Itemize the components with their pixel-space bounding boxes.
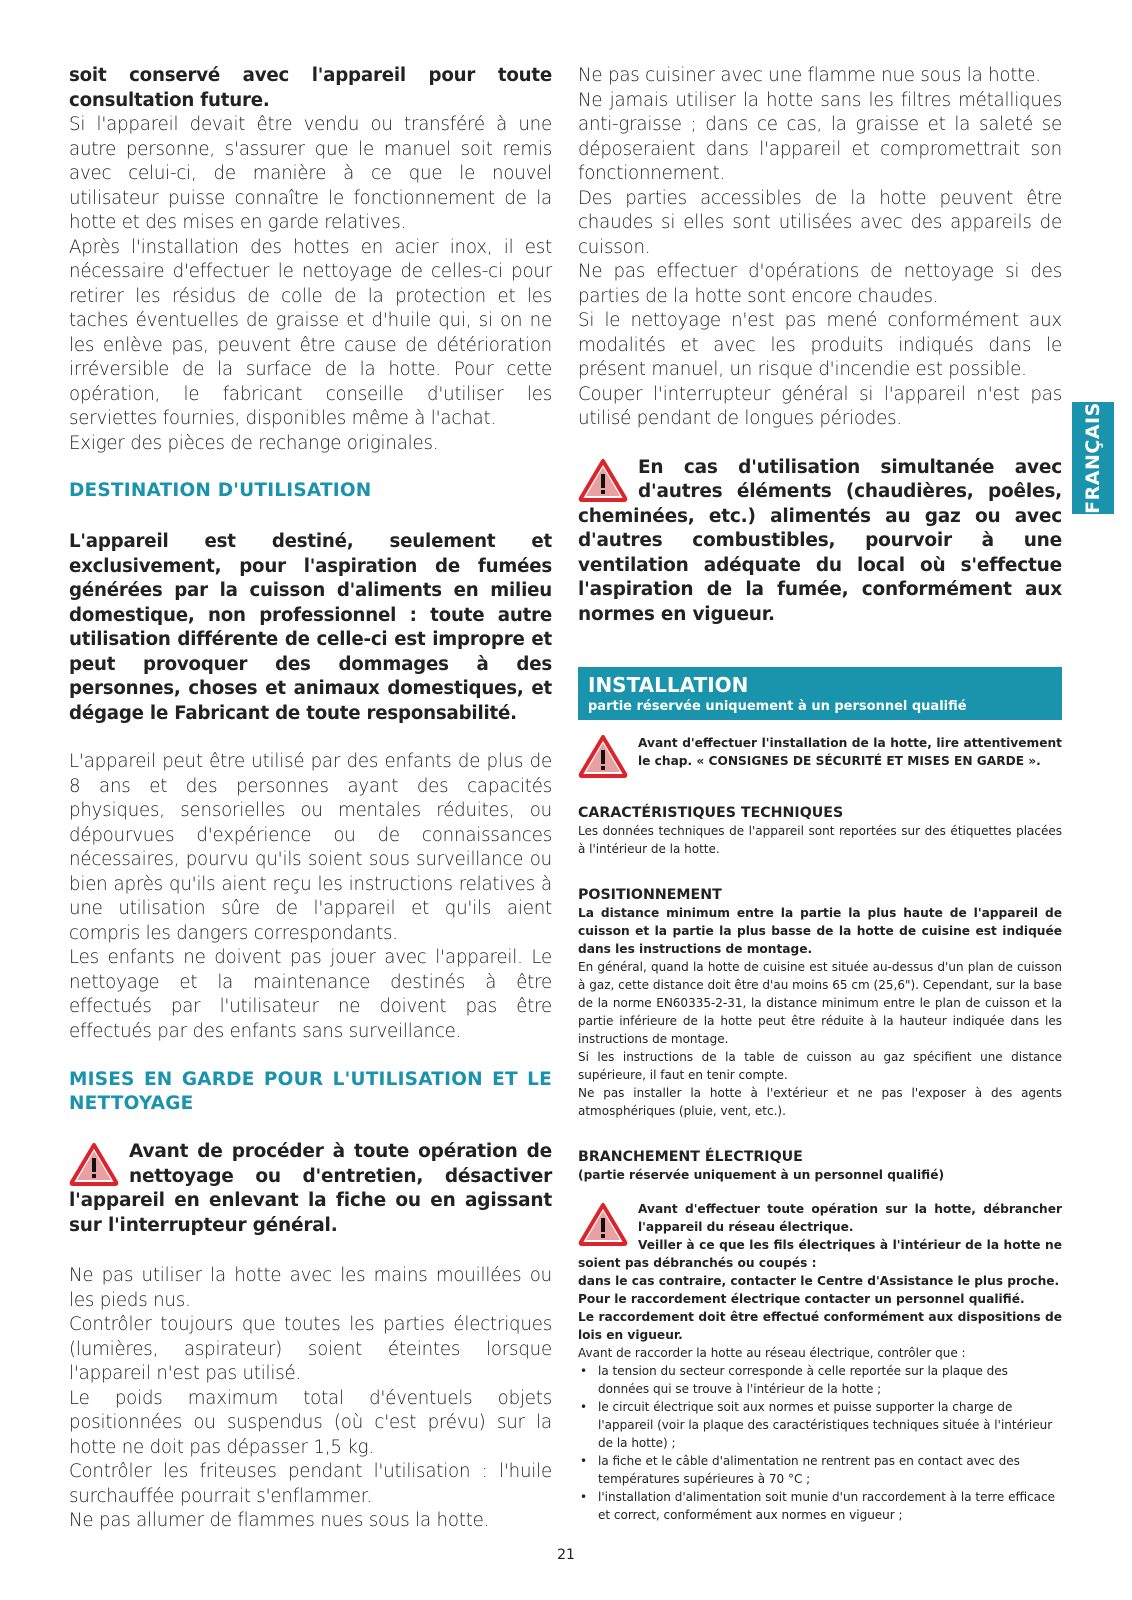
destination-heading: DESTINATION D'UTILISATION	[69, 480, 372, 501]
positionnement-paragraph-1: En général, quand la hotte de cuisine est située au-dessus d'un plan de cuisson à gaz, cette distance doit être d'au moins 65 cm (25,6"). Cependant, sur la base de la norme EN60335-2-31, la distance minimum entre le plan de cuisson et la partie inférieure de la hotte peut être réduite à la hauteur indiquée dans les instructions de montage.	[578, 960, 1062, 1046]
warning-triangle-icon	[578, 458, 628, 502]
warning-triangle-icon	[578, 1202, 628, 1246]
language-tab	[1072, 402, 1114, 514]
right-column	[578, 64, 1062, 1524]
branchement-warning	[578, 1200, 1062, 1272]
page-number: 21	[557, 1547, 575, 1563]
mises-en-garde-text	[69, 1264, 552, 1534]
positionnement-paragraph-2: Si les instructions de la table de cuisson au gaz spécifient une distance supérieure, il faut en tenir compte.	[578, 1050, 1062, 1082]
installation-warning-text: Avant d'effectuer l'installation de la hotte, lire attentivement le chap. « CONSIGNES DE SÉCURITÉ ET MISES EN GARDE ».	[638, 736, 1062, 768]
branchement-warning-2: Veiller à ce que les fils électriques à l'intérieur de la hotte ne soient pas débranchés ou coupés :	[578, 1238, 1062, 1270]
branchement-warning-5: Le raccordement doit être effectué conformément aux dispositions de lois en vigueur.	[578, 1310, 1062, 1342]
positionnement-text	[578, 958, 1062, 1120]
caracteristiques-text: Les données techniques de l'appareil sont reportées sur des étiquettes placées à l'intérieur de la hotte.	[578, 824, 1062, 856]
destination-paragraph-2: Les enfants ne doivent pas jouer avec l'appareil. Le nettoyage et la maintenance destinés à être effectués par l'utilisateur ne doivent pas être effectués par des enfants sans surveillance.	[69, 947, 552, 1042]
usage-paragraph-2: Ne jamais utiliser la hotte sans les filtres métalliques anti-graisse ; dans ce cas, la graisse et la saleté se déposeraient dans l'appareil et compromettrait son fonctionnement.	[578, 89, 1062, 184]
warning-triangle-icon	[578, 734, 628, 778]
list-item: • l'installation d'alimentation soit munie d'un raccordement à la terre efficace et correct, conformément aux normes en vigueur ;	[578, 1488, 1062, 1524]
positionnement-bold: La distance minimum entre la partie la plus haute de l'appareil de cuisson et la partie la plus basse de la hotte de cuisine est indiquée dans les instructions de montage.	[578, 906, 1062, 956]
installation-warning	[578, 732, 1062, 780]
positionnement-heading: POSITIONNEMENT	[578, 887, 722, 903]
installation-banner	[578, 667, 1062, 720]
intro-text	[69, 64, 552, 456]
mises-en-garde-heading: MISES EN GARDE POUR L'UTILISATION ET LE NETTOYAGE	[69, 1069, 552, 1114]
branchement-checklist	[578, 1362, 1062, 1524]
destination-paragraph-1: L'appareil peut être utilisé par des enfants de plus de 8 ans et des personnes ayant des capacités physiques, sensorielles ou mentales réduites, ou dépourvues d'expérience ou de connaissances nécessaires, pourvu qu'ils soient sous surveillance ou bien après qu'ils aient reçu les instructions relatives à une utilisation sûre de l'appareil et qu'ils aient compris les dangers correspondants.	[69, 751, 552, 944]
intro-paragraph-2: Après l'installation des hottes en acier inox, il est nécessaire d'effectuer le nettoyage de celles-ci pour retirer les résidus de colle de la protection et les taches éventuelles de graisse et d'huile qui, si on ne les enlève pas, peuvent être cause de détérioration irréversible de la surface de la hotte. Pour cette opération, le fabricant conseille d'utiliser les serviettes fournies, disponibles même à l'achat.	[69, 236, 552, 429]
branchement-warning-1: Avant d'effectuer toute opération sur la hotte, débrancher l'appareil du réseau électrique.	[638, 1202, 1062, 1234]
installation-subtitle: partie réservée uniquement à un personnel qualifié	[588, 699, 967, 714]
caracteristiques-heading: CARACTÉRISTIQUES TECHNIQUES	[578, 805, 844, 821]
mises-paragraph-3: Le poids maximum total d'éventuels objets positionnées ou suspendus (où c'est prévu) sur la hotte ne doit pas dépasser 1,5 kg.	[69, 1387, 552, 1458]
cleaning-warning	[69, 1140, 552, 1238]
branchement-subtitle: (partie réservée uniquement à un personnel qualifié)	[578, 1168, 945, 1182]
list-item: • le circuit électrique soit aux normes et puisse supporter la charge de l'appareil (voir la plaque des caractéristiques techniques située à l'intérieur de la hotte) ;	[578, 1398, 1062, 1452]
positionnement-paragraph-3: Ne pas installer la hotte à l'extérieur et ne pas l'exposer à des agents atmosphériques (pluie, vent, etc.).	[578, 1086, 1062, 1118]
gas-warning	[578, 456, 1062, 628]
intro-paragraph-3: Exiger des pièces de rechange originales.	[69, 432, 439, 454]
branchement-heading: BRANCHEMENT ÉLECTRIQUE	[578, 1149, 803, 1165]
branchement-warning-3: dans le cas contraire, contacter le Centre d'Assistance le plus proche.	[578, 1274, 1060, 1288]
destination-bold: L'appareil est destiné, seulement et exclusivement, pour l'aspiration de fumées générées par la cuisson d'aliments en milieu domestique, non professionnel : toute autre utilisation différente de celle-ci est impropre et peut provoquer des dommages à des personnes, choses et animaux domestiques, et dégage le Fabricant de toute responsabilité.	[69, 531, 552, 724]
branchement-intro: Avant de raccorder la hotte au réseau électrique, contrôler que :	[578, 1346, 966, 1360]
usage-paragraph-1: Ne pas cuisiner avec une flamme nue sous la hotte.	[578, 65, 1041, 86]
installation-title: INSTALLATION	[588, 673, 749, 697]
usage-paragraph-5: Si le nettoyage n'est pas mené conformément aux modalités et avec les produits indiqués dans le présent manuel, un risque d'incendie est possible.	[578, 310, 1062, 380]
cleaning-warning-text: Avant de procéder à toute opération de nettoyage ou d'entretien, désactiver l'appareil en enlevant la fiche ou en agissant sur l'interrupteur général.	[69, 1141, 552, 1236]
mises-paragraph-5: Ne pas allumer de flammes nues sous la hotte.	[69, 1510, 490, 1531]
language-tab-label: FRANÇAIS	[1082, 402, 1104, 514]
mises-paragraph-1: Ne pas utiliser la hotte avec les mains mouillées ou les pieds nus.	[69, 1265, 552, 1311]
list-item: • la fiche et le câble d'alimentation ne rentrent pas en contact avec des températures supérieures à 70 °C ;	[578, 1452, 1062, 1488]
intro-bold: soit conservé avec l'appareil pour toute consultation future.	[69, 65, 552, 111]
usage-paragraph-3: Des parties accessibles de la hotte peuvent être chaudes si elles sont utilisées avec des appareils de cuisson.	[578, 187, 1062, 258]
intro-paragraph-1: Si l'appareil devait être vendu ou transféré à une autre personne, s'assurer que le manuel soit remis avec celui-ci, de manière à ce que le nouvel utilisateur puisse connaître le fonctionnement de la hotte et des mises en garde relatives.	[69, 114, 552, 233]
destination-section	[69, 530, 552, 1044]
left-column	[69, 64, 552, 1534]
gas-warning-text: En cas d'utilisation simultanée avec d'autres éléments (chaudières, poêles, cheminées, etc.) alimentés au gaz ou avec d'autres combustibles, pourvoir à une ventilation adéquate du local où s'effectue l'aspiration de la fumée, conformément aux normes en vigueur.	[578, 456, 1062, 625]
usage-text	[578, 64, 1062, 432]
usage-paragraph-6: Couper l'interrupteur général si l'appareil n'est pas utilisé pendant de longues périodes.	[578, 383, 1062, 429]
mises-paragraph-4: Contrôler les friteuses pendant l'utilisation : l'huile surchauffée pourrait s'enflammer.	[69, 1461, 552, 1507]
usage-paragraph-4: Ne pas effectuer d'opérations de nettoyage si des parties de la hotte sont encore chaudes.	[578, 261, 1062, 307]
list-item: • la tension du secteur corresponde à celle reportée sur la plaque des données qui se trouve à l'intérieur de la hotte ;	[578, 1362, 1062, 1398]
mises-paragraph-2: Contrôler toujours que toutes les parties électriques (lumières, aspirateur) soient éteintes lorsque l'appareil n'est pas utilisé.	[69, 1314, 552, 1384]
warning-triangle-icon	[69, 1142, 119, 1186]
branchement-warning-4: Pour le raccordement électrique contacter un personnel qualifié.	[578, 1292, 1025, 1306]
